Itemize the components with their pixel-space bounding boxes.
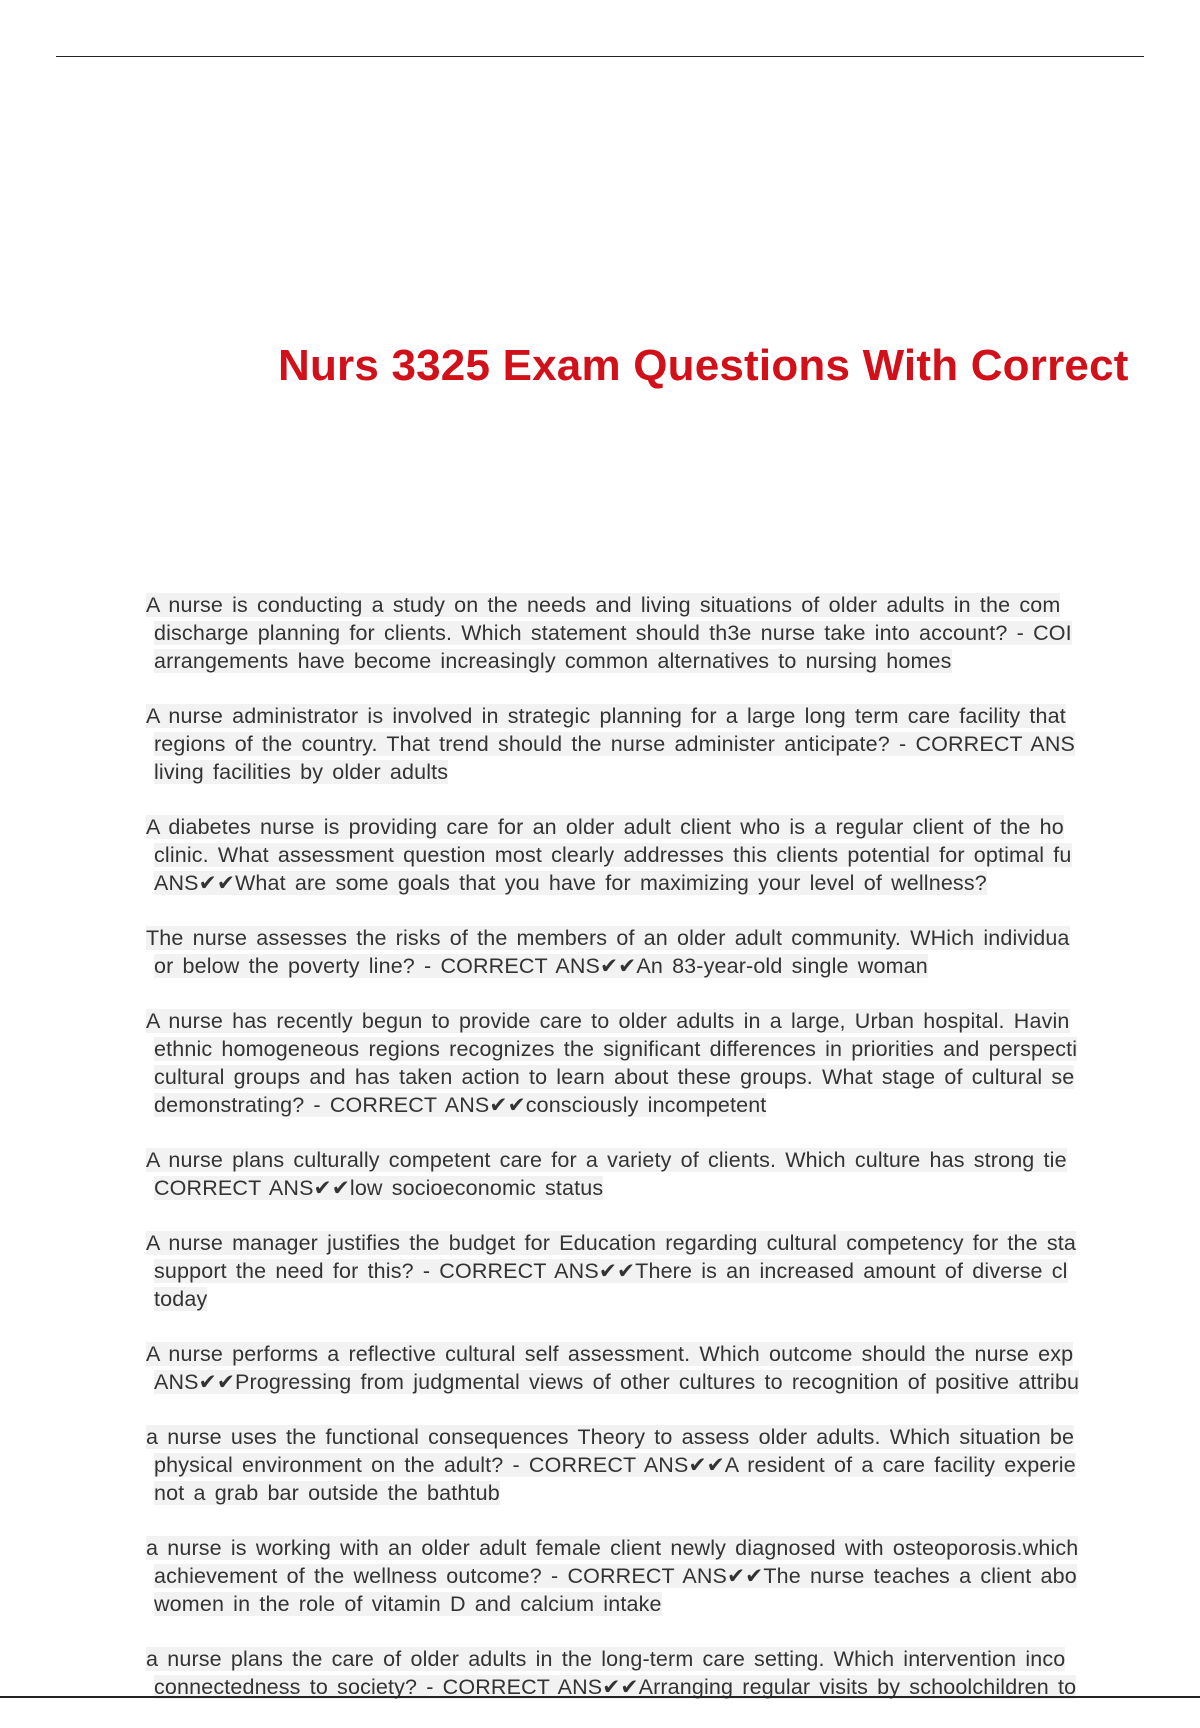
qa-item	[146, 1229, 1200, 1313]
qa-line-text: A diabetes nurse is providing care for an older adult client who is a regular client of the ho	[146, 815, 1064, 839]
qa-item	[146, 924, 1200, 980]
qa-line-text: or below the poverty line? - CORRECT ANS✔✔An 83-year-old single woman	[154, 954, 928, 978]
qa-line	[146, 1174, 1200, 1202]
qa-line	[146, 591, 1200, 619]
qa-line	[146, 1035, 1200, 1063]
qa-line-text: achievement of the wellness outcome? - CORRECT ANS✔✔The nurse teaches a client abo	[154, 1564, 1077, 1588]
qa-line-text: not a grab bar outside the bathtub	[154, 1481, 500, 1505]
footer-rule	[0, 1696, 1200, 1698]
qa-line-text: a nurse is working with an older adult female client newly diagnosed with osteoporosis.which	[146, 1536, 1079, 1560]
qa-line-text: A nurse manager justifies the budget for Education regarding cultural competency for the sta	[146, 1231, 1077, 1255]
qa-line	[146, 702, 1200, 730]
qa-line-text: today	[154, 1287, 208, 1311]
qa-line-text: demonstrating? - CORRECT ANS✔✔consciously incompetent	[154, 1093, 767, 1117]
qa-item	[146, 702, 1200, 786]
qa-line-text: The nurse assesses the risks of the members of an older adult community. WHich individua	[146, 926, 1070, 950]
qa-line	[146, 1368, 1200, 1396]
qa-line-text: women in the role of vitamin D and calcium intake	[154, 1592, 662, 1616]
qa-line-text: ethnic homogeneous regions recognizes the significant differences in priorities and perspecti	[154, 1037, 1078, 1061]
qa-line-text: A nurse performs a reflective cultural self assessment. Which outcome should the nurse exp	[146, 1342, 1074, 1366]
qa-item	[146, 1534, 1200, 1618]
qa-line	[146, 1007, 1200, 1035]
qa-line	[146, 1285, 1200, 1313]
qa-line-text: A nurse plans culturally competent care for a variety of clients. Which culture has strong tie	[146, 1148, 1067, 1172]
qa-line-text: connectedness to society? - CORRECT ANS✔✔Arranging regular visits by schoolchildren to	[154, 1675, 1077, 1699]
qa-line	[146, 1063, 1200, 1091]
qa-line	[146, 619, 1200, 647]
qa-line-text: discharge planning for clients. Which statement should th3e nurse take into account? - COI	[154, 621, 1072, 645]
qa-line	[146, 1423, 1200, 1451]
qa-line	[146, 758, 1200, 786]
qa-line	[146, 1479, 1200, 1507]
qa-item	[146, 591, 1200, 675]
qa-line	[146, 952, 1200, 980]
qa-line	[146, 647, 1200, 675]
qa-item	[146, 1007, 1200, 1119]
qa-line-text: physical environment on the adult? - CORRECT ANS✔✔A resident of a care facility experie	[154, 1453, 1076, 1477]
qa-line-text: A nurse is conducting a study on the needs and living situations of older adults in the com	[146, 593, 1061, 617]
qa-line	[146, 1645, 1200, 1673]
qa-line-text: support the need for this? - CORRECT ANS✔✔There is an increased amount of diverse cl	[154, 1259, 1068, 1283]
qa-line	[146, 730, 1200, 758]
qa-item	[146, 1340, 1200, 1396]
qa-line	[146, 1451, 1200, 1479]
qa-line-text: ANS✔✔What are some goals that you have for maximizing your level of wellness?	[154, 871, 987, 895]
qa-item	[146, 1645, 1200, 1701]
qa-line	[146, 1562, 1200, 1590]
qa-line	[146, 1091, 1200, 1119]
qa-line	[146, 1590, 1200, 1618]
qa-line-text: living facilities by older adults	[154, 760, 449, 784]
qa-line	[146, 924, 1200, 952]
qa-line-text: regions of the country. That trend should the nurse administer anticipate? - CORRECT ANS	[154, 732, 1075, 756]
qa-list	[146, 591, 1200, 1728]
qa-line	[146, 1534, 1200, 1562]
qa-line	[146, 1340, 1200, 1368]
qa-line	[146, 1146, 1200, 1174]
qa-line-text: cultural groups and has taken action to learn about these groups. What stage of cultural se	[154, 1065, 1075, 1089]
qa-line-text: A nurse administrator is involved in strategic planning for a large long term care facility that	[146, 704, 1066, 728]
qa-line-text: a nurse plans the care of older adults in the long-term care setting. Which intervention inco	[146, 1647, 1066, 1671]
qa-line-text: ANS✔✔Progressing from judgmental views of other cultures to recognition of positive attribu	[154, 1370, 1080, 1394]
qa-line-text: A nurse has recently begun to provide care to older adults in a large, Urban hospital. Havin	[146, 1009, 1070, 1033]
qa-item	[146, 1146, 1200, 1202]
header-rule	[56, 56, 1144, 57]
document-title: Nurs 3325 Exam Questions With Correct	[278, 341, 1129, 390]
qa-line-text: CORRECT ANS✔✔low socioeconomic status	[154, 1176, 604, 1200]
qa-item	[146, 1423, 1200, 1507]
qa-line	[146, 841, 1200, 869]
qa-line	[146, 1257, 1200, 1285]
qa-line	[146, 813, 1200, 841]
qa-line-text: a nurse uses the functional consequences Theory to assess older adults. Which situation be	[146, 1425, 1075, 1449]
qa-line	[146, 869, 1200, 897]
qa-line-text: arrangements have become increasingly common alternatives to nursing homes	[154, 649, 952, 673]
qa-line	[146, 1229, 1200, 1257]
qa-line-text: clinic. What assessment question most clearly addresses this clients potential for optimal fu	[154, 843, 1072, 867]
qa-item	[146, 813, 1200, 897]
